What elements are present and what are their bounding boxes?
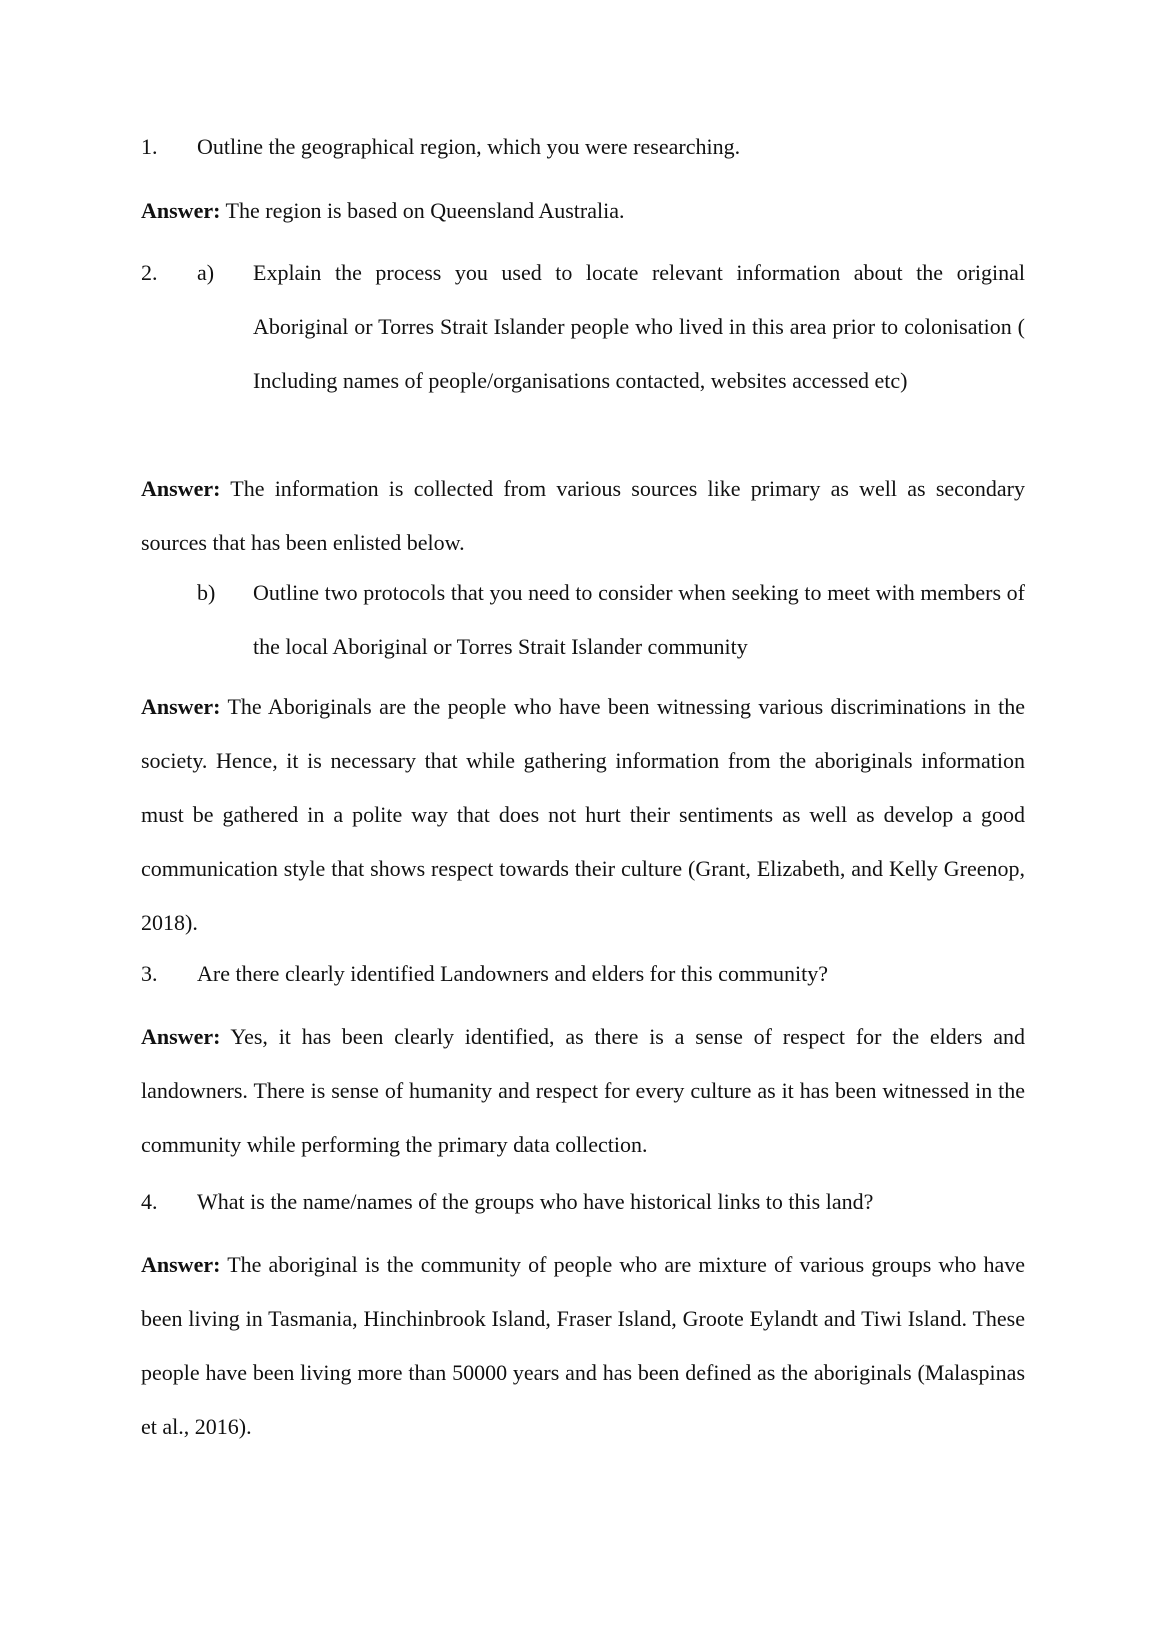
question-text: Explain the process you used to locate relevant information about the original Aboriginal or Torres Strait Islander people who lived in this area prior to colonisation ( Including names of people/organisations contacted, websites accessed etc) (253, 260, 1025, 393)
answer-text: The aboriginal is the community of people who are mixture of various groups who have been living in Tasmania, Hinchinbrook Island, Fraser Island, Groote Eylandt and Tiwi Island. These people have been living more than 50000 years and has been defined as the aboriginals (Malaspinas et al., 2016). (141, 1252, 1025, 1439)
answer-label: Answer: (141, 694, 221, 719)
answer-2b (141, 680, 1025, 950)
answer-text: The Aboriginals are the people who have been witnessing various discriminations in the society. Hence, it is necessary that while gathering information from the aboriginals information must be gathered in a polite way that does not hurt their sentiments as well as develop a good communication style that shows respect towards their culture (Grant, Elizabeth, and Kelly Greenop, 2018). (141, 694, 1025, 935)
question-4 (141, 1175, 1025, 1229)
question-text: Outline two protocols that you need to consider when seeking to meet with members of the local Aboriginal or Torres Strait Islander community (253, 580, 1025, 659)
question-2b (141, 566, 1025, 674)
question-2a (141, 246, 1025, 408)
question-3 (141, 947, 1025, 1001)
question-number: 4. (141, 1189, 158, 1214)
answer-1 (141, 184, 1025, 238)
answer-text: Yes, it has been clearly identified, as there is a sense of respect for the elders and landowners. There is sense of humanity and respect for every culture as it has been witnessed in the community while performing the primary data collection. (141, 1024, 1025, 1157)
question-text: Outline the geographical region, which you were researching. (197, 134, 741, 159)
answer-4 (141, 1238, 1025, 1454)
answer-text: The region is based on Queensland Australia. (220, 198, 625, 223)
question-sub-letter: b) (197, 580, 216, 605)
question-sub-letter: a) (197, 260, 215, 285)
question-number: 2. (141, 260, 158, 285)
question-number: 1. (141, 134, 158, 159)
answer-2a (141, 462, 1025, 570)
answer-label: Answer: (141, 476, 221, 501)
answer-label: Answer: (141, 1024, 221, 1049)
question-text: What is the name/names of the groups who have historical links to this land? (197, 1189, 874, 1214)
question-1 (141, 120, 1025, 174)
answer-label: Answer: (141, 1252, 221, 1277)
answer-label: Answer: (141, 198, 221, 223)
question-number: 3. (141, 961, 158, 986)
question-text: Are there clearly identified Landowners and elders for this community? (197, 961, 829, 986)
answer-text: The information is collected from various sources like primary as well as secondary sources that has been enlisted below. (141, 476, 1025, 555)
answer-3 (141, 1010, 1025, 1172)
question-number-blank (141, 566, 197, 674)
